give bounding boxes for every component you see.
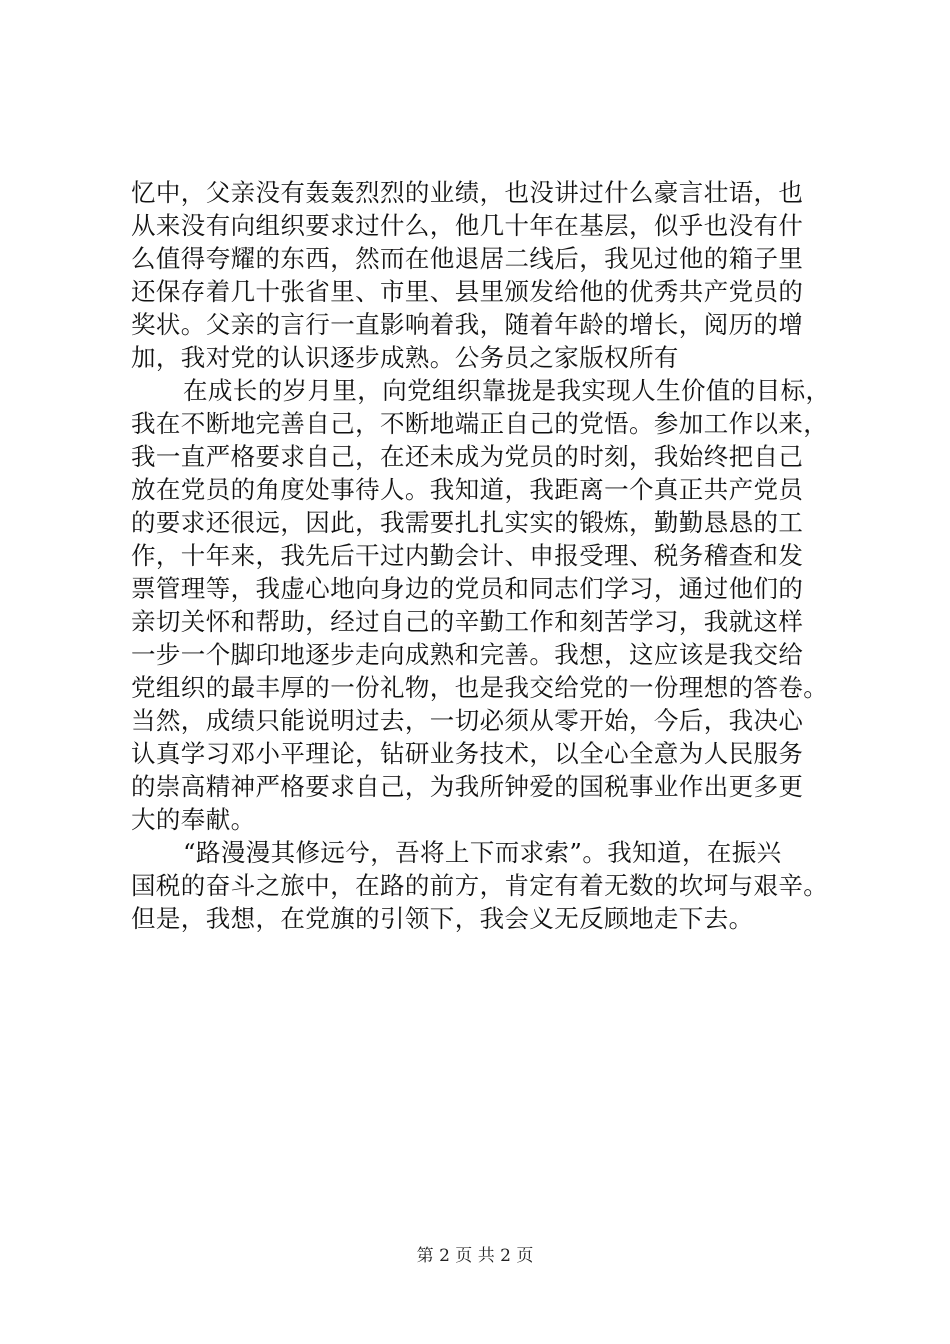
text-line: 票管理等，我虚心地向身边的党员和同志们学习，通过他们的 (131, 574, 804, 603)
text-line: 我一直严格要求自己，在还未成为党员的时刻，我始终把自己 (131, 442, 804, 471)
paragraph-2 (131, 374, 831, 836)
document-body (131, 176, 831, 935)
text-line: 还保存着几十张省里、市里、县里颁发给他的优秀共产党员的 (131, 277, 804, 306)
text-line: 当然，成绩只能说明过去，一切必须从零开始，今后，我决心 (131, 706, 804, 735)
paragraph-1 (131, 176, 831, 374)
text-line: 放在党员的角度处事待人。我知道，我距离一个真正共产党员 (131, 475, 804, 504)
text-line: 在成长的岁月里，向党组织靠拢是我实现人生价值的目标， (183, 376, 831, 405)
paragraph-3 (131, 836, 831, 935)
text-line: 作，十年来，我先后干过内勤会计、申报受理、税务稽查和发 (131, 541, 804, 570)
text-line: 的崇高精神严格要求自己，为我所钟爱的国税事业作出更多更 (131, 772, 804, 801)
page-footer: 第 2 页 共 2 页 (416, 1246, 534, 1266)
text-line: 大的奉献。 (131, 805, 256, 834)
text-line: 从来没有向组织要求过什么，他几十年在基层，似乎也没有什 (131, 211, 804, 240)
text-line: 忆中，父亲没有轰轰烈烈的业绩，也没讲过什么豪言壮语，也 (131, 178, 804, 207)
text-line: 认真学习邓小平理论，钻研业务技术，以全心全意为人民服务 (131, 739, 804, 768)
text-line: 我在不断地完善自己，不断地端正自己的党悟。参加工作以来， (131, 409, 829, 438)
text-line: 亲切关怀和帮助，经过自己的辛勤工作和刻苦学习，我就这样 (131, 607, 804, 636)
text-line: 么值得夸耀的东西，然而在他退居二线后，我见过他的箱子里 (131, 244, 804, 273)
text-line: “路漫漫其修远兮，吾将上下而求索”。我知道，在振兴 (183, 838, 782, 867)
text-line: 奖状。父亲的言行一直影响着我，随着年龄的增长，阅历的增 (131, 310, 804, 339)
text-line: 但是，我想，在党旗的引领下，我会义无反顾地走下去。 (131, 904, 754, 933)
text-line: 国税的奋斗之旅中，在路的前方，肯定有着无数的坎坷与艰辛。 (131, 871, 829, 900)
text-line: 的要求还很远，因此，我需要扎扎实实的锻炼，勤勤恳恳的工 (131, 508, 804, 537)
text-line: 加，我对党的认识逐步成熟。公务员之家版权所有 (131, 343, 679, 372)
text-line: 党组织的最丰厚的一份礼物，也是我交给党的一份理想的答卷。 (131, 673, 829, 702)
text-line: 一步一个脚印地逐步走向成熟和完善。我想，这应该是我交给 (131, 640, 804, 669)
